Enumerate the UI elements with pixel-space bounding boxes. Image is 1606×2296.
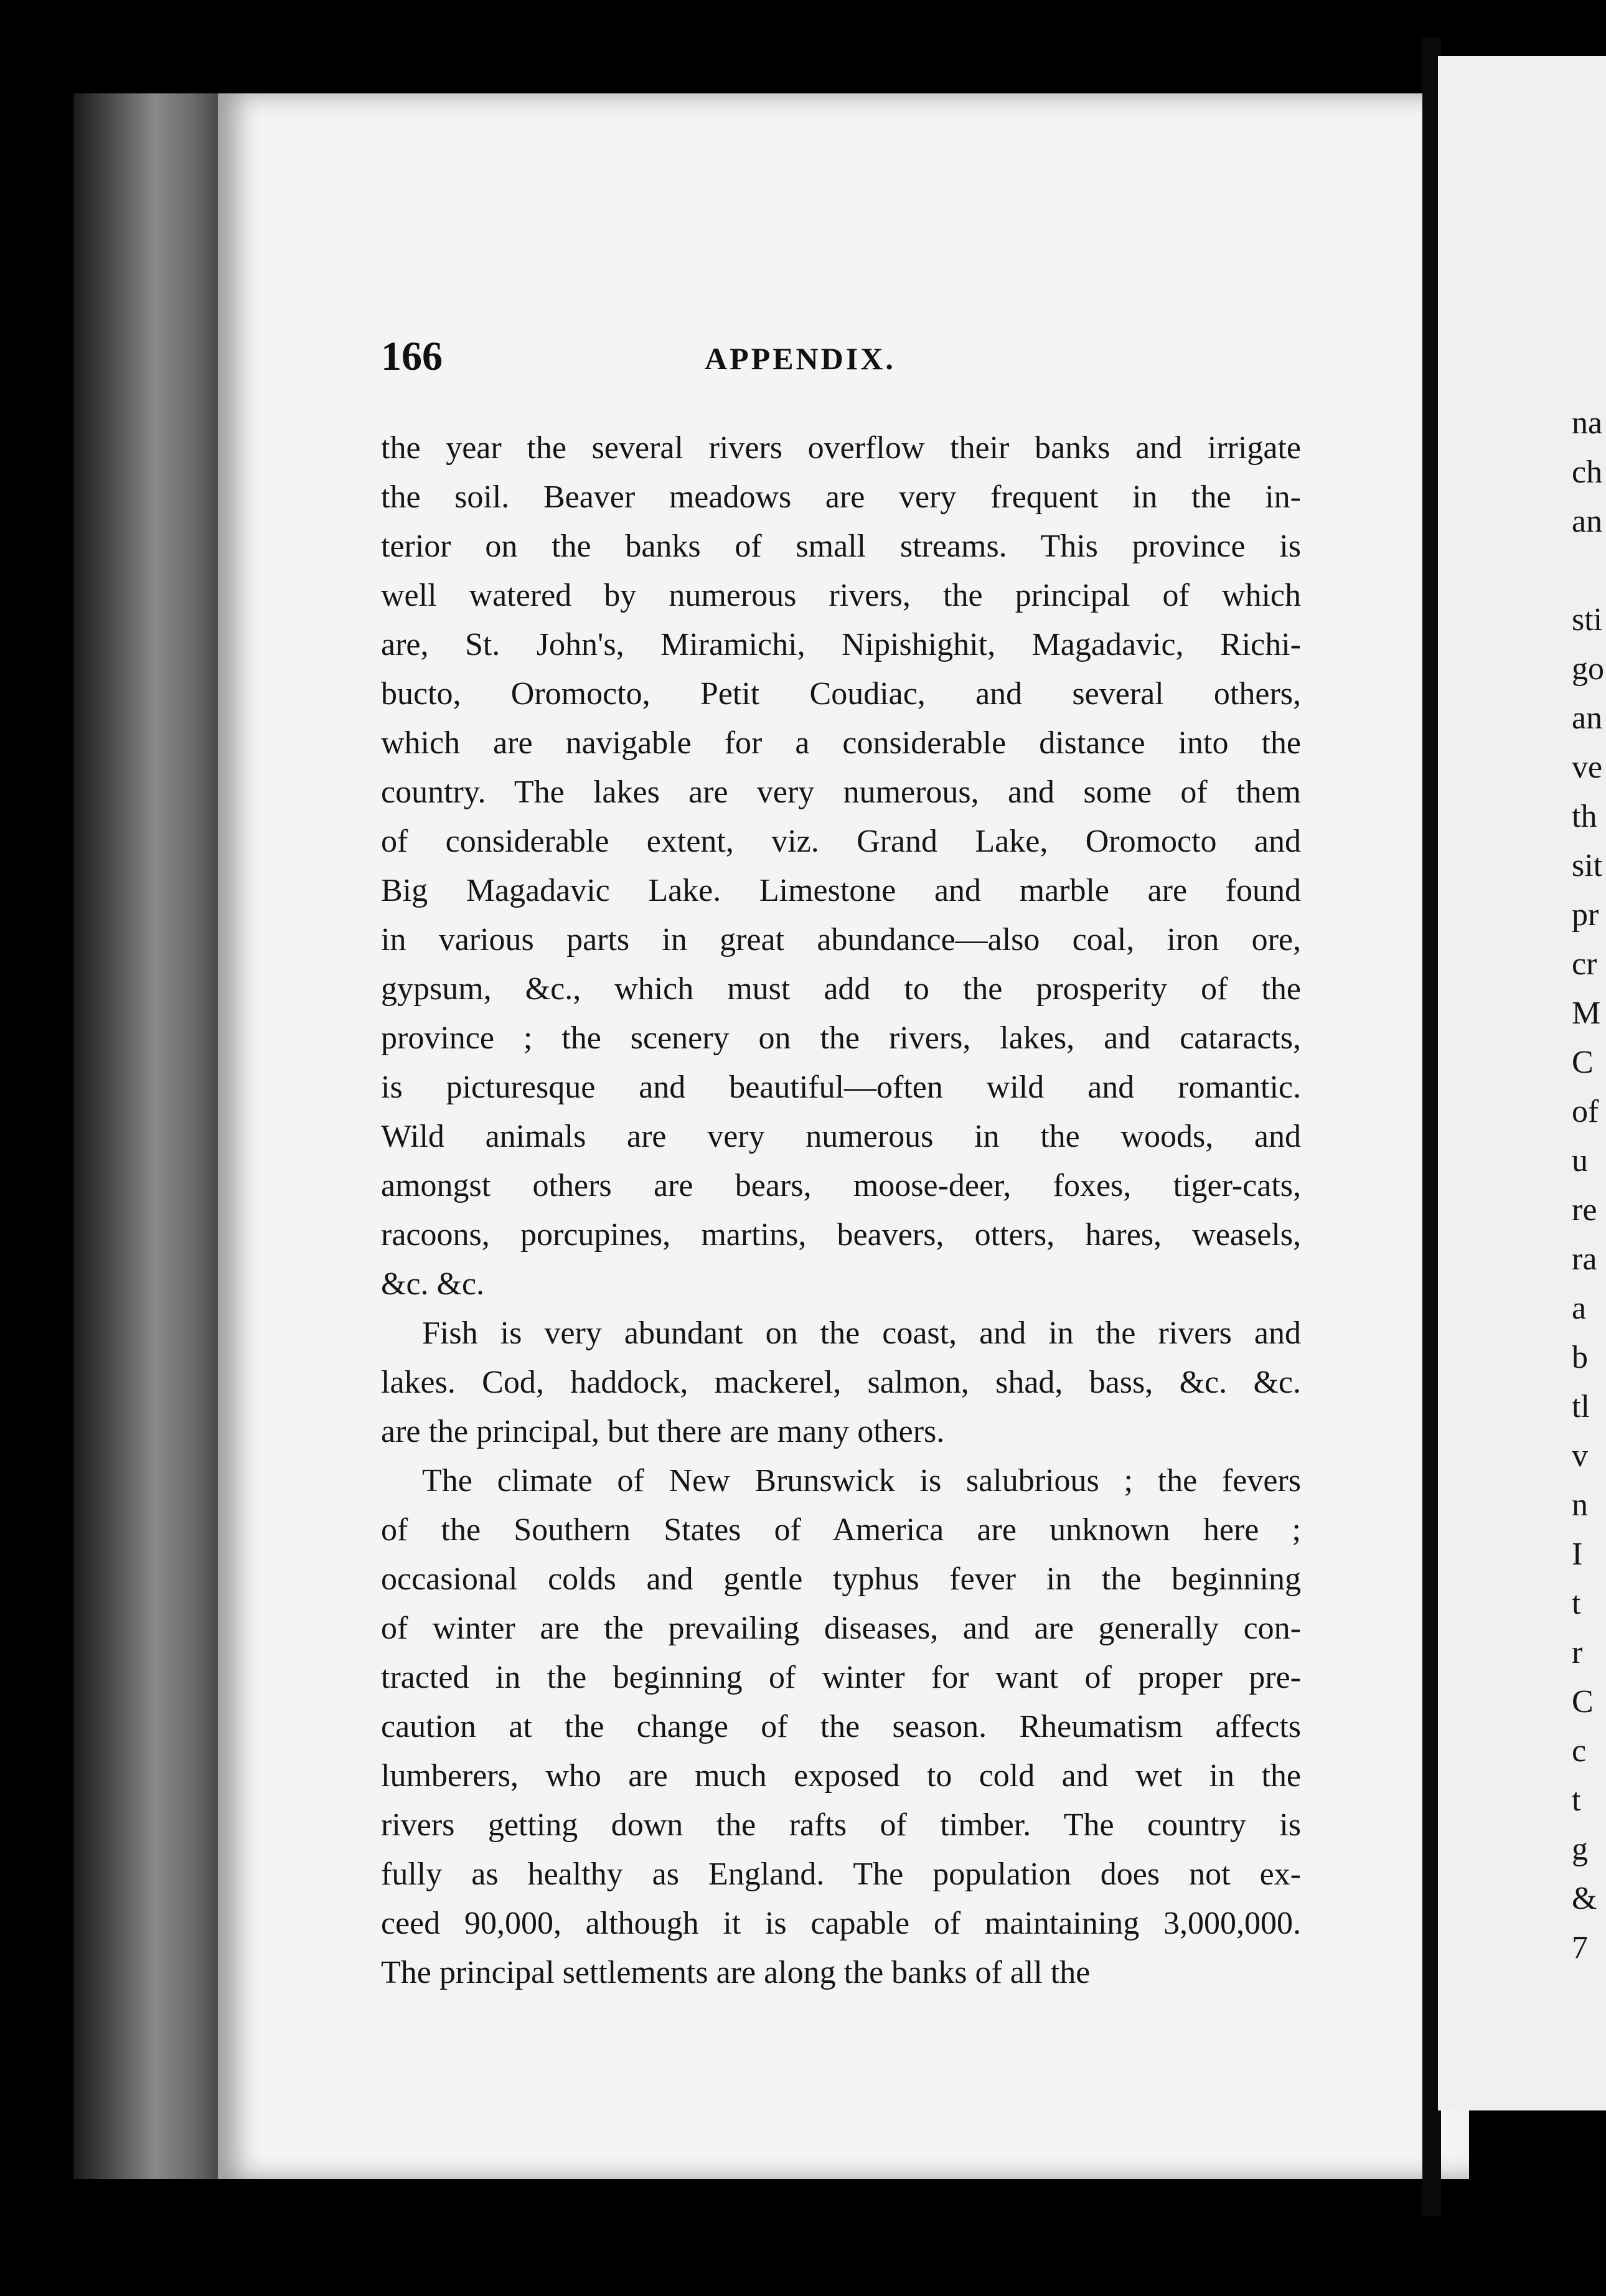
text-line: country. The lakes are very numerous, and some of them xyxy=(381,774,1301,810)
text-line: terior on the banks of small streams. This province is xyxy=(381,529,1301,564)
facing-page-fragment: an xyxy=(1572,504,1603,539)
facing-page-text xyxy=(1572,398,1606,1972)
facing-page-fragment: C xyxy=(1572,1684,1594,1720)
facing-page-fragment: v xyxy=(1572,1438,1588,1474)
text-line: province ; the scenery on the rivers, lakes, and cataracts, xyxy=(381,1020,1301,1056)
text-line: occasional colds and gentle typhus fever in the beginning xyxy=(381,1561,1301,1597)
text-line: tracted in the beginning of winter for want of proper pre- xyxy=(381,1660,1301,1695)
facing-page-fragment: na xyxy=(1572,405,1603,441)
facing-page-fragment: of xyxy=(1572,1094,1599,1129)
facing-page-fragment: 7 xyxy=(1572,1930,1588,1965)
facing-page-fragment: t xyxy=(1572,1586,1581,1621)
facing-page-fragment xyxy=(1572,546,1606,595)
facing-page-fragment: r xyxy=(1572,1635,1583,1670)
text-line: caution at the change of the season. Rheumatism affects xyxy=(381,1709,1301,1744)
text-line: &c. &c. xyxy=(381,1266,485,1302)
facing-page-fragment: tl xyxy=(1572,1389,1590,1424)
facing-page-fragment: c xyxy=(1572,1733,1587,1769)
body-text xyxy=(381,423,1301,1997)
facing-page-fragment: an xyxy=(1572,700,1603,736)
facing-page-fragment: & xyxy=(1572,1881,1597,1916)
text-line: fully as healthy as England. The population does not ex- xyxy=(381,1856,1301,1892)
text-line: bucto, Oromocto, Petit Coudiac, and several others, xyxy=(381,676,1301,712)
text-line: the soil. Beaver meadows are very frequent in the in- xyxy=(381,479,1301,515)
facing-page-fragment: b xyxy=(1572,1340,1588,1375)
facing-page-fragment: I xyxy=(1572,1536,1583,1572)
text-line: rivers getting down the rafts of timber. The country is xyxy=(381,1807,1301,1843)
text-line: lakes. Cod, haddock, mackerel, salmon, shad, bass, &c. &c. xyxy=(381,1365,1301,1400)
text-line: ceed 90,000, although it is capable of maintaining 3,000,000. xyxy=(381,1906,1301,1941)
text-line: of winter are the prevailing diseases, and are generally con- xyxy=(381,1611,1301,1646)
facing-page-fragment: g xyxy=(1572,1832,1588,1867)
text-line: racoons, porcupines, martins, beavers, otters, hares, weasels, xyxy=(381,1217,1301,1253)
facing-page-fragment: C xyxy=(1572,1045,1594,1080)
facing-page-fragment: cr xyxy=(1572,946,1597,982)
text-line: gypsum, &c., which must add to the prosperity of the xyxy=(381,971,1301,1007)
facing-page-fragment: re xyxy=(1572,1192,1597,1228)
text-line: The climate of New Brunswick is salubrious ; the fevers xyxy=(422,1463,1301,1499)
page-header xyxy=(381,333,1302,383)
text-line: in various parts in great abundance—also coal, iron ore, xyxy=(381,922,1301,957)
facing-page-fragment: n xyxy=(1572,1487,1588,1523)
text-line: is picturesque and beautiful—often wild and romantic. xyxy=(381,1070,1301,1105)
text-line: lumberers, who are much exposed to cold and wet in the xyxy=(381,1758,1301,1794)
text-line: the year the several rivers overflow their banks and irrigate xyxy=(381,430,1301,466)
text-line: amongst others are bears, moose-deer, foxes, tiger-cats, xyxy=(381,1168,1301,1203)
text-line: Big Magadavic Lake. Limestone and marble are found xyxy=(381,873,1301,908)
book-spine-edge xyxy=(73,93,223,2179)
facing-page-fragment: u xyxy=(1572,1143,1588,1179)
facing-page-fragment: go xyxy=(1572,651,1604,687)
facing-page-fragment: ch xyxy=(1572,454,1603,490)
text-line: of considerable extent, viz. Grand Lake, Oromocto and xyxy=(381,824,1301,859)
facing-page-fragment: t xyxy=(1572,1782,1581,1818)
running-head: APPENDIX. xyxy=(705,341,896,376)
text-line: are, St. John's, Miramichi, Nipishighit, Magadavic, Richi- xyxy=(381,627,1301,662)
facing-page-fragment: th xyxy=(1572,799,1597,834)
facing-page-fragment: sit xyxy=(1572,848,1603,883)
facing-page-fragment: ra xyxy=(1572,1241,1597,1277)
facing-page-fragment: pr xyxy=(1572,897,1599,933)
text-line: Wild animals are very numerous in the woods, and xyxy=(381,1119,1301,1154)
facing-page-fragment: M xyxy=(1572,995,1601,1031)
facing-page-fragment: ve xyxy=(1572,750,1603,785)
page-number: 166 xyxy=(381,334,443,379)
text-line: The principal settlements are along the banks of all the xyxy=(381,1955,1091,1990)
text-line: which are navigable for a considerable distance into the xyxy=(381,725,1301,761)
text-line: well watered by numerous rivers, the principal of which xyxy=(381,578,1301,613)
facing-page-fragment: a xyxy=(1572,1291,1587,1326)
text-line: Fish is very abundant on the coast, and in the rivers and xyxy=(422,1315,1301,1351)
text-line: are the principal, but there are many others. xyxy=(381,1414,945,1449)
text-line: of the Southern States of America are unknown here ; xyxy=(381,1512,1301,1548)
facing-page-fragment: sti xyxy=(1572,602,1603,638)
